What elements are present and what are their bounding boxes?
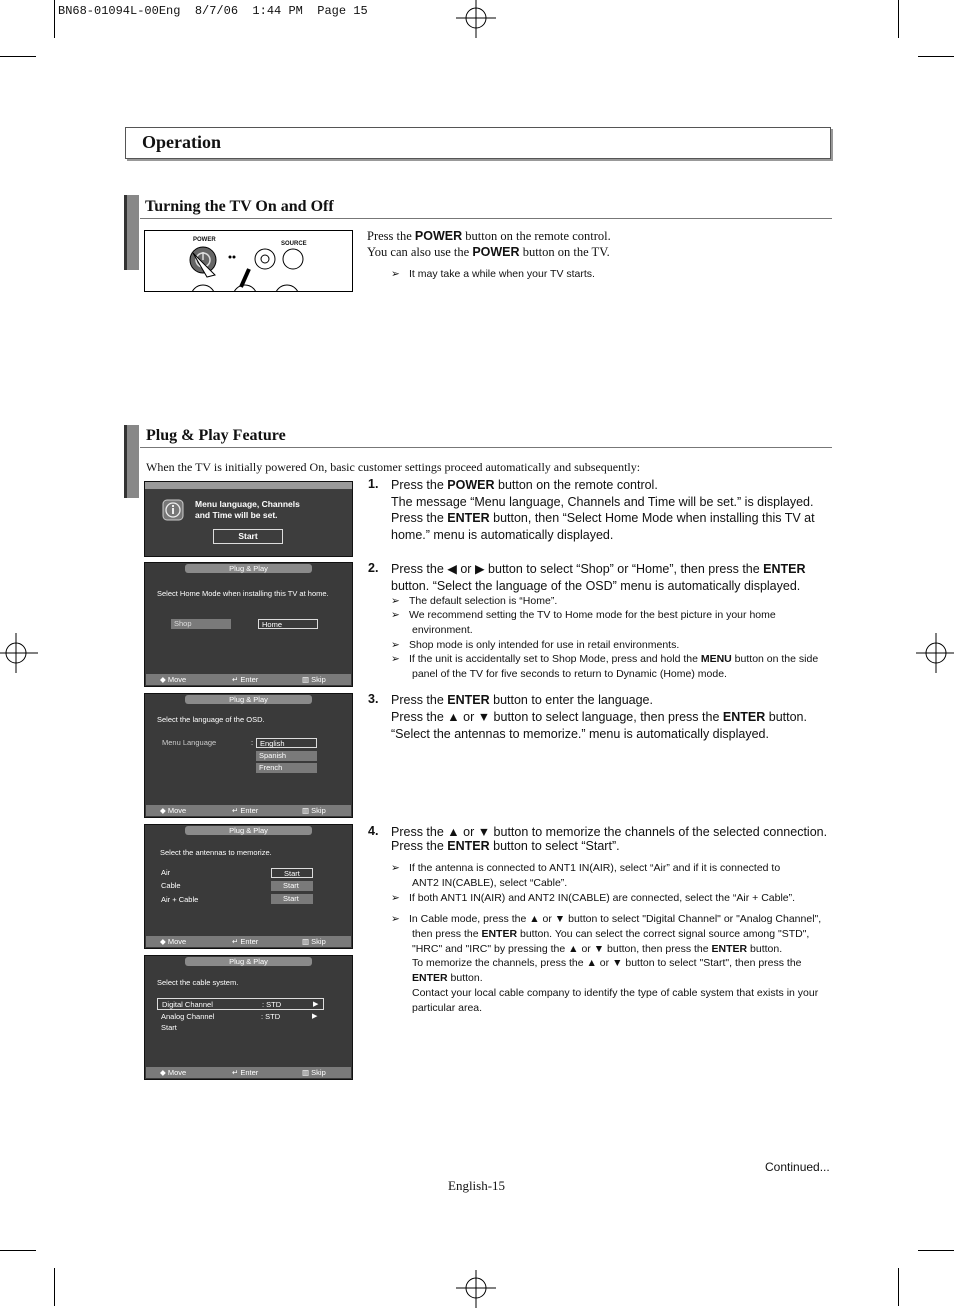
osd1-message-2: and Time will be set. — [195, 510, 278, 520]
note-arrow-icon: ➢ — [391, 609, 400, 621]
step4-note-1b: ANT2 IN(CABLE), select “Cable”. — [412, 877, 568, 889]
crop-mark — [918, 56, 954, 57]
osd-footer-enter: ↵ Enter — [232, 1068, 259, 1077]
bold-text: POWER — [472, 245, 520, 259]
text: button on the remote control. — [462, 229, 611, 243]
osd-footer-enter: ↵ Enter — [232, 675, 259, 684]
step2-note-3 — [391, 638, 679, 653]
analog-channel-value: : STD — [261, 1012, 281, 1021]
note-text: button. — [747, 943, 783, 955]
bold-text: ENTER — [481, 928, 518, 940]
plug-title: Plug & Play Feature — [146, 427, 286, 444]
plug-intro: When the TV is initially powered On, basic customer settings proceed automatically and subsequently: — [146, 460, 641, 474]
skip-label: Skip — [311, 806, 326, 815]
step4-note-3g: particular area. — [412, 1002, 483, 1014]
osd1-start-button[interactable]: Start — [213, 529, 283, 544]
step4-note-3 — [391, 912, 821, 927]
step4-note-3e — [412, 971, 483, 986]
osd2-shop-option[interactable]: Shop — [171, 619, 231, 629]
step4-note-3c — [412, 942, 782, 957]
osd4-start-air-cable[interactable]: Start — [271, 894, 313, 904]
step4-note-2 — [391, 891, 795, 906]
step4-note-1 — [391, 861, 780, 876]
note-arrow-icon: ➢ — [391, 862, 400, 874]
enter-label: Enter — [240, 1068, 259, 1077]
crop-mark — [898, 0, 899, 38]
step2-note-1 — [391, 594, 557, 609]
crop-mark — [918, 1250, 954, 1251]
continued-label: Continued... — [765, 1160, 830, 1174]
osd1-message-1: Menu language, Channels — [195, 499, 300, 509]
osd-title: Plug & Play — [185, 695, 312, 704]
osd-title: Plug & Play — [185, 564, 312, 573]
text: Press the ◀ or ▶ button to select “Shop” or “Home”, then press the — [391, 562, 764, 576]
osd-screen-home-mode — [144, 562, 353, 687]
text: button on the TV. — [519, 245, 610, 259]
osd-footer-move: ◆ Move — [160, 1068, 187, 1077]
note-text: Shop mode is only intended for use in retail environments. — [409, 639, 680, 651]
section-bar — [124, 195, 139, 270]
note-arrow-icon: ➢ — [391, 913, 400, 925]
step2-line-2: button. “Select the language of the OSD” menu is automatically displayed. — [391, 579, 801, 593]
turning-line-2 — [367, 244, 610, 261]
digital-channel-label: Digital Channel — [162, 1000, 213, 1009]
osd3-lang-french[interactable]: French — [256, 763, 317, 773]
registration-mark-icon — [456, 1268, 496, 1308]
osd5-digital-row[interactable] — [157, 998, 324, 1010]
step4-line-1: Press the ▲ or ▼ button to memorize the channels of the selected connection. — [391, 825, 828, 839]
osd-screen-antennas — [144, 824, 353, 949]
bold-text: ENTER — [447, 839, 490, 853]
bold-text: ENTER — [722, 710, 766, 724]
note-text: We recommend setting the TV to Home mode for the best picture in your home — [409, 609, 776, 621]
step-number: 1. — [368, 477, 379, 491]
text: You can also use the — [367, 245, 473, 259]
text: Press the — [391, 839, 448, 853]
osd3-colon: : — [251, 738, 254, 747]
step3-line-1 — [391, 692, 653, 709]
crop-mark — [0, 56, 36, 57]
move-label: Move — [167, 937, 187, 946]
note-text: button. You can select the correct signal source among "STD", — [517, 928, 810, 940]
source-label: SOURCE — [281, 241, 307, 247]
osd2-prompt: Select Home Mode when installing this TV at home. — [157, 589, 329, 598]
note-arrow-icon: ➢ — [391, 268, 400, 280]
osd4-row-air-cable: Air + Cable — [161, 895, 199, 904]
osd-title: Plug & Play — [185, 826, 312, 835]
osd-footer-skip: ▥ Skip — [302, 806, 326, 815]
print-header: BN68-01094L-00Eng 8/7/06 1:44 PM Page 15 — [58, 4, 368, 18]
enter-label: Enter — [240, 675, 259, 684]
osd3-menu-language-label: Menu Language — [162, 738, 217, 747]
note-text: button. — [447, 972, 483, 984]
osd-footer — [146, 936, 351, 947]
text: button to select “Start”. — [489, 839, 620, 853]
step2-note-4 — [391, 652, 818, 667]
divider — [140, 447, 832, 448]
bold-text: ENTER — [412, 972, 448, 984]
power-label: POWER — [193, 237, 216, 243]
arrow-right-icon: ▶ — [313, 1001, 319, 1008]
move-label: Move — [167, 675, 187, 684]
crop-mark — [54, 1268, 55, 1306]
crop-mark — [54, 0, 55, 38]
text: Press the — [391, 693, 448, 707]
note-text: It may take a while when your TV starts. — [409, 268, 595, 280]
skip-label: Skip — [311, 1068, 326, 1077]
remote-control-icon — [145, 231, 352, 291]
osd-footer-skip: ▥ Skip — [302, 937, 326, 946]
step2-note-4b: panel of the TV for five seconds to return to Dynamic (Home) mode. — [412, 668, 727, 680]
step-number: 4. — [368, 824, 379, 838]
osd4-row-air: Air — [161, 868, 171, 877]
text: Press the — [391, 511, 448, 525]
step1-line-1 — [391, 477, 658, 494]
skip-label: Skip — [311, 937, 326, 946]
osd-footer — [146, 674, 351, 685]
step4-note-3f: Contact your local cable company to identify the type of cable system that exists in your — [412, 987, 819, 999]
osd2-home-option[interactable]: Home — [258, 619, 318, 629]
skip-label: Skip — [311, 675, 326, 684]
turning-title: Turning the TV On and Off — [145, 198, 334, 215]
divider — [140, 218, 832, 219]
step1-line-3 — [391, 510, 815, 527]
osd-footer-move: ◆ Move — [160, 675, 187, 684]
registration-mark-icon — [0, 633, 40, 673]
step3-line-2 — [391, 709, 807, 726]
registration-mark-icon — [456, 0, 496, 40]
note-arrow-icon: ➢ — [391, 595, 400, 607]
osd-footer-enter: ↵ Enter — [232, 806, 259, 815]
digital-channel-value: : STD — [262, 1000, 282, 1009]
text: button. — [765, 710, 807, 724]
crop-mark — [0, 1250, 36, 1251]
note-text: If both ANT1 IN(AIR) and ANT2 IN(CABLE) are connected, select the “Air + Cable”. — [409, 892, 796, 904]
osd5-start[interactable]: Start — [161, 1023, 177, 1032]
step4-note-3d: To memorize the channels, press the ▲ or ▼ button to select "Start", then press the — [412, 957, 802, 969]
bold-text: ENTER — [447, 693, 490, 707]
step3-line-3: “Select the antennas to memorize.” menu is automatically displayed. — [391, 727, 769, 741]
text: Press the — [391, 478, 448, 492]
bold-text: ENTER — [447, 511, 490, 525]
text: button on the remote control. — [494, 478, 658, 492]
step4-note-3b — [412, 927, 809, 942]
step1-line-4: home.” menu is automatically displayed. — [391, 528, 614, 542]
osd-footer-skip: ▥ Skip — [302, 675, 326, 684]
osd4-start-cable[interactable]: Start — [271, 881, 313, 891]
text: Press the ▲ or ▼ button to select language, then press the — [391, 710, 723, 724]
osd-title: Plug & Play — [185, 957, 312, 966]
osd-footer-move: ◆ Move — [160, 806, 187, 815]
osd5-prompt: Select the cable system. — [157, 978, 239, 987]
text: Press the — [367, 229, 415, 243]
osd-footer-move: ◆ Move — [160, 937, 187, 946]
osd3-lang-spanish[interactable]: Spanish — [256, 751, 317, 761]
osd-screen-language — [144, 693, 353, 818]
note-text: "HRC" and "IRC" by pressing the ▲ or ▼ button, then press the — [412, 943, 712, 955]
page-number: English-15 — [448, 1178, 506, 1193]
step-number: 2. — [368, 561, 379, 575]
note-text: The default selection is “Home”. — [409, 595, 558, 607]
osd4-start-air[interactable]: Start — [271, 868, 313, 878]
note-text: then press the — [412, 928, 482, 940]
osd-footer — [146, 1067, 351, 1078]
osd3-lang-english[interactable]: English — [256, 738, 317, 748]
info-icon — [162, 499, 184, 521]
text: button to enter the language. — [489, 693, 653, 707]
osd-top-strip — [145, 482, 352, 489]
turning-note — [391, 267, 595, 282]
bold-text: POWER — [414, 229, 463, 243]
step2-line-1 — [391, 561, 806, 578]
enter-label: Enter — [240, 806, 259, 815]
osd-footer-skip: ▥ Skip — [302, 1068, 326, 1077]
osd-footer — [146, 805, 351, 816]
bold-text: MENU — [700, 653, 732, 665]
arrow-right-icon: ▶ — [312, 1013, 318, 1020]
text: button, then “Select Home Mode when installing this TV at — [489, 511, 815, 525]
turning-line-1 — [367, 228, 611, 245]
bold-text: ENTER — [711, 943, 748, 955]
crop-mark — [898, 1268, 899, 1306]
step2-note-2 — [391, 608, 776, 623]
note-text: If the antenna is connected to ANT1 IN(AIR), select “Air” and if it is connected to — [409, 862, 781, 874]
bold-text: ENTER — [763, 562, 806, 576]
note-text: button on the side — [731, 653, 819, 665]
step1-line-2: The message “Menu language, Channels and Time will be set.” is displayed. — [391, 495, 814, 509]
osd-screen-cable-system — [144, 955, 353, 1080]
registration-mark-icon — [914, 633, 954, 673]
osd-footer-enter: ↵ Enter — [232, 937, 259, 946]
note-arrow-icon: ➢ — [391, 892, 400, 904]
remote-illustration — [144, 230, 353, 292]
note-text: In Cable mode, press the ▲ or ▼ button to select "Digital Channel" or "Analog Channel", — [409, 913, 822, 925]
step2-note-2b: environment. — [412, 624, 473, 636]
section-title: Operation — [142, 132, 221, 152]
section-header — [125, 127, 831, 159]
note-arrow-icon: ➢ — [391, 639, 400, 651]
osd3-prompt: Select the language of the OSD. — [157, 715, 265, 724]
section-bar — [124, 425, 139, 498]
step4-line-2 — [391, 838, 620, 855]
step-number: 3. — [368, 692, 379, 706]
osd-screen-start — [144, 481, 353, 557]
osd4-row-cable: Cable — [161, 881, 181, 890]
move-label: Move — [167, 1068, 187, 1077]
osd4-prompt: Select the antennas to memorize. — [160, 848, 272, 857]
osd5-analog-row[interactable] — [157, 1011, 324, 1023]
analog-channel-label: Analog Channel — [161, 1012, 215, 1021]
move-label: Move — [167, 806, 187, 815]
enter-label: Enter — [240, 937, 259, 946]
note-text: If the unit is accidentally set to Shop Mode, press and hold the — [409, 653, 701, 665]
note-arrow-icon: ➢ — [391, 653, 400, 665]
bold-text: POWER — [447, 478, 495, 492]
